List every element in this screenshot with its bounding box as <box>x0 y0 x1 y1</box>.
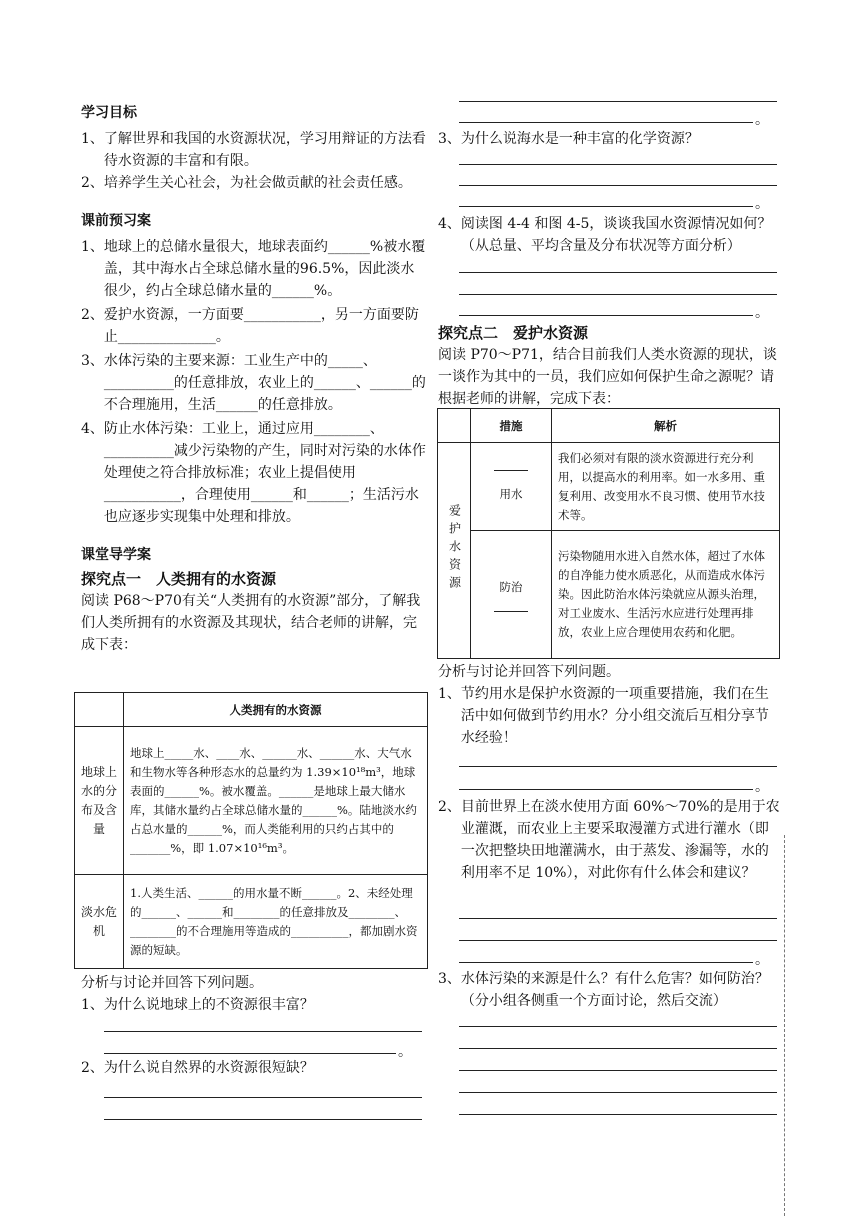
answer-line <box>459 164 777 165</box>
question-item: 3、 为什么说海水是一种丰富的化学资源？ <box>438 131 699 147</box>
right-question-b2 <box>438 796 780 884</box>
answer-line <box>459 1092 777 1093</box>
explore1-title: 探究点一 人类拥有的水资源 <box>81 570 277 588</box>
table1-row1-label: 地球上水的分布及含量 <box>75 727 124 875</box>
table1-row1-text: 地球上_____水、____水、______水、______水、大气水和生物水等各种形态水的总量约为 1.39×10¹⁸m³，地球表面的______%。被水覆盖。______是地球上最大储水库，其储水量约占全球总储水量的______%。陆地淡水约占总水量的______%，而人类能利用的只约占其中的_______%，即 1.07×10¹⁶m³。 <box>124 727 428 875</box>
answer-line <box>104 1031 422 1032</box>
answer-line <box>459 766 777 767</box>
blank-line <box>494 611 528 612</box>
answer-line <box>459 1070 777 1071</box>
table2-row1-measure: 用水 <box>499 486 523 501</box>
table1-header: 人类拥有的水资源 <box>124 693 428 727</box>
explore2-title: 探究点二 爱护水资源 <box>438 324 589 342</box>
preview-item: 2、 爱护水资源，一方面要___________，另一方面要防止______________。 <box>81 307 419 345</box>
answer-line <box>104 1097 422 1098</box>
table1-row2-label: 淡水危机 <box>75 875 124 969</box>
explore2-intro: 阅读 P70～P71，结合目前我们人类水资源的现状，谈一谈作为其中的一员，我们应如何保护生命之源呢？请根据老师的讲解，完成下表： <box>438 347 777 407</box>
protect-water-table <box>437 408 780 659</box>
table1-row2-text: 1.人类生活、______的用水量不断______。2、未经处理的______、______和________的任意排放及________、________的不合理施用等造成的__________，都加剧水资源的短缺。 <box>124 875 428 969</box>
period-mark: 。 <box>755 196 769 212</box>
guide-title: 课堂导学案 <box>81 547 151 563</box>
preview-title: 课前预习案 <box>81 213 151 229</box>
right-discuss-title: 分析与讨论并回答下列问题。 <box>438 664 620 680</box>
period-mark: 。 <box>755 952 769 968</box>
question-item: 4、 阅读图 4-4 和图 4-5，谈谈我国水资源情况如何？（从总量、平均含量及分布状况等方面分析） <box>438 216 772 254</box>
preview-item: 3、 水体污染的主要来源：工业生产中的_____、__________的任意排放，农业上的______、______的不合理施用，生活______的任意排放。 <box>81 353 426 413</box>
table2-side-label: 爱护水资源 <box>447 503 462 594</box>
period-mark: 。 <box>755 305 769 321</box>
answer-line <box>104 1119 422 1120</box>
answer-line <box>459 940 777 941</box>
answer-line <box>459 1048 777 1049</box>
answer-line <box>459 272 777 273</box>
answer-line <box>459 962 753 963</box>
period-mark: 。 <box>755 112 769 128</box>
explore2-block <box>438 322 780 410</box>
margin-dashed-line <box>784 835 785 1216</box>
period-mark: 。 <box>755 779 769 795</box>
left-question-2 <box>81 1057 426 1079</box>
question-item: 3、 水体污染的来源是什么？有什么危害？如何防治？（分小组各侧重一个方面讨论，然后交流） <box>438 971 769 1009</box>
answer-line <box>459 294 777 295</box>
preview-item: 1、 地球上的总储水量很大，地球表面约______%被水覆盖，其中海水占全球总储水量的96.5%，因此淡水很少，约占全球总储水量的______%。 <box>81 239 426 299</box>
right-question-b3 <box>438 968 780 1012</box>
table2-row1-text: 我们必须对有限的淡水资源进行充分利用，以提高水的利用率。如一水多用、重复利用、改变用水不良习惯、使用节水技术等。 <box>552 443 780 531</box>
answer-line <box>104 1053 396 1054</box>
explore1-intro: 阅读 P68～P70有关“人类拥有的水资源”部分，了解我们人类所拥有的水资源及其现状，结合老师的讲解，完成下表： <box>81 593 421 653</box>
table2-row2-measure: 防治 <box>499 579 523 594</box>
objective-item: 2、 培养学生关心社会，为社会做贡献的社会责任感。 <box>81 175 412 191</box>
question-item: 2、 为什么说自然界的水资源很短缺？ <box>81 1060 314 1076</box>
answer-line <box>459 122 753 123</box>
right-discussion <box>438 661 780 749</box>
right-question-4 <box>438 213 783 257</box>
question-item: 1、 为什么说地球上的不资源很丰富？ <box>81 997 314 1013</box>
left-discuss-title: 分析与讨论并回答下列问题。 <box>81 975 263 991</box>
period-mark: 。 <box>398 1044 412 1060</box>
answer-line <box>459 185 777 186</box>
answer-line <box>459 101 777 102</box>
blank-line <box>494 470 528 471</box>
table2-col-measure: 措施 <box>471 409 552 443</box>
objectives-title: 学习目标 <box>81 105 137 121</box>
left-discussion <box>81 972 426 1016</box>
question-item: 2、 目前世界上在淡水使用方面 60%～70%的是用于农业灌溉，而农业上主要采取漫灌方式进行灌水（即一次把整块田地灌满水，由于蒸发、渗漏等，水的利用率不足 10%），对此你有什么体会和建议？ <box>438 799 780 881</box>
preview-item: 4、 防止水体污染：工业上，通过应用________、__________减少污染物的产生，同时对污染的水体作处理使之符合排放标准；农业上提倡使用___________，合理使用______和______；生活污水也应逐步实现集中处理和排放。 <box>81 421 426 525</box>
answer-line <box>459 918 777 919</box>
answer-line <box>459 789 753 790</box>
table2-row2-text: 污染物随用水进入自然水体，超过了水体的自净能力使水质恶化，从而造成水体污染。因此防治水体污染就应从源头治理，对工业废水、生活污水应进行处理再排放，农业上应合理使用农药和化肥。 <box>552 531 780 659</box>
left-column <box>81 102 426 656</box>
answer-line <box>459 315 753 316</box>
answer-line <box>459 1114 777 1115</box>
table2-col-analysis: 解析 <box>552 409 780 443</box>
answer-line <box>459 206 753 207</box>
objective-item: 1、 了解世界和我国的水资源状况，学习用辩证的方法看待水资源的丰富和有限。 <box>81 131 426 169</box>
question-item: 1、 节约用水是保护水资源的一项重要措施，我们在生活中如何做到节约用水？分小组交流后互相分享节水经验！ <box>438 686 769 746</box>
answer-line <box>459 1026 777 1027</box>
water-resources-table <box>74 692 428 969</box>
right-question-3 <box>438 128 783 150</box>
